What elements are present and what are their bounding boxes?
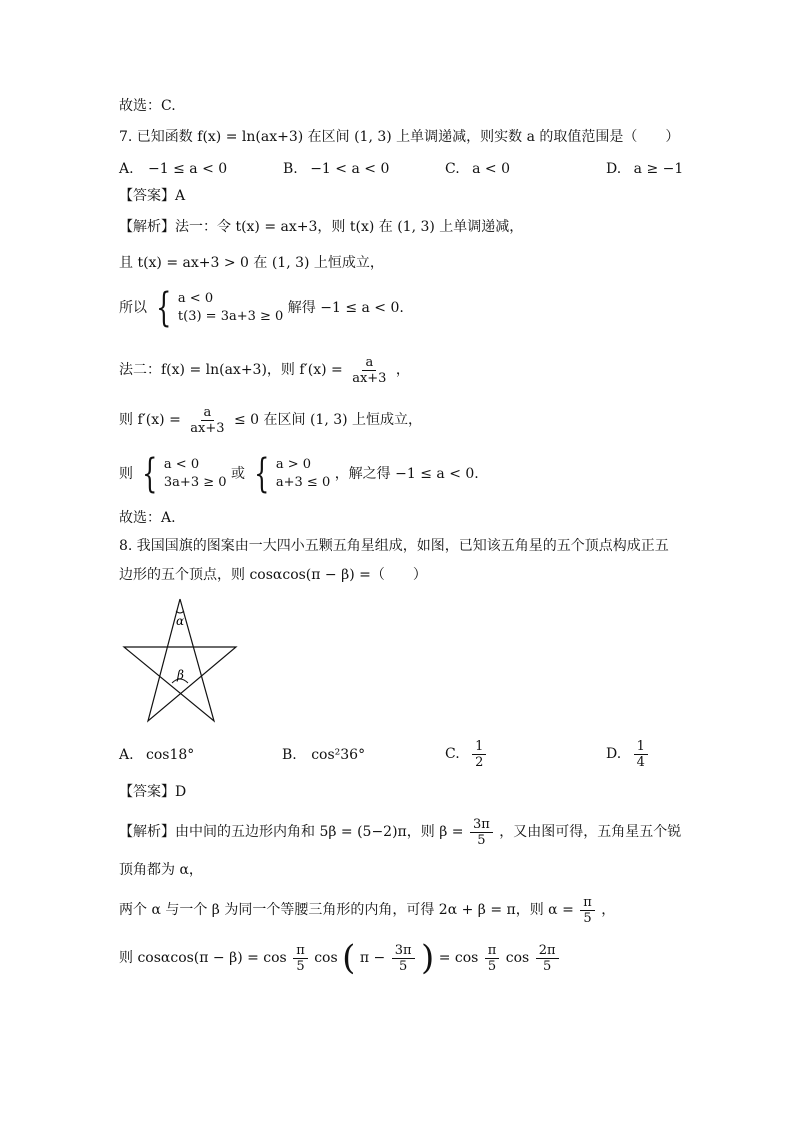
option-letter: C. [445,161,460,177]
option-text: −1 < a < 0 [310,161,390,177]
q8-option-c [445,736,488,772]
option-letter: D. [606,746,622,762]
text-prefix: 【解析】由中间的五边形内角和 5β = (5−2)π，则 β = [119,824,464,840]
denominator: 5 [487,958,497,974]
text-or: 或 [230,466,245,482]
option-text: cos18° [146,747,195,763]
numerator: 1 [634,739,648,755]
text-prefix: 两个 α 与一个 β 为同一个等腰三角形的内角，可得 2α + β = π，则 α = [119,902,574,918]
text-inner: π − [359,950,386,966]
q8-stem-line1: 8. 我国国旗的图案由一大四小五颗五角星组成，如图，已知该五角星的五个顶点构成正五 [119,538,669,554]
alpha-label: α [176,614,185,628]
text-suffix: ≤ 0 在区间 (1, 3) 上恒成立， [233,412,423,428]
option-letter: D. [606,161,622,177]
text-suffix: ，解之得 −1 ≤ a < 0. [334,466,479,482]
pentagram-figure [118,595,242,727]
q7-solution-intro: 【解析】法一：令 t(x) = ax+3，则 t(x) 在 (1, 3) 上单调递减， [119,219,524,235]
denominator: 5 [583,910,592,926]
q8-option-d [606,736,650,772]
option-text: a ≥ −1 [633,161,684,177]
text-prefix: 则 [119,466,133,482]
brace-glyph: { [142,451,158,497]
q7-option-a [119,159,227,179]
fraction [470,817,493,848]
brace-glyph: { [254,451,270,497]
option-letter: B. [282,747,297,763]
brace-glyph: { [156,285,172,331]
q7-option-d [606,159,683,179]
numerator: 1 [472,739,486,755]
text-prefix: 则 f′(x) = [119,412,181,428]
fraction [580,895,595,926]
denominator: 5 [477,832,486,848]
text-mid: cos [314,950,338,966]
numerator: 3π [470,817,493,833]
system-row: t(3) = 3a+3 ≥ 0 [177,309,284,324]
option-text: cos²36° [311,747,366,763]
beta-label: β [177,668,184,682]
numerator: 3π [392,943,415,959]
fraction [349,355,389,386]
system-row: a < 0 [177,291,214,306]
fraction [293,943,308,974]
fraction [392,943,415,974]
q7-answer: 【答案】A [119,188,186,204]
denominator: 4 [636,754,645,770]
q8-solution-line3 [119,890,615,930]
q7-conclusion: 故选：A. [119,510,176,526]
q7-option-c [445,159,510,179]
q7-solution-line2: 且 t(x) = ax+3 > 0 在 (1, 3) 上恒成立， [119,255,384,271]
q8-answer: 【答案】D [119,784,187,800]
q8-solution-line4 [119,938,561,978]
text-suffix: ，又由图可得，五角星五个锐 [499,824,682,840]
text-mid: cos [505,950,530,966]
q7-stem: 7. 已知函数 f(x) = ln(ax+3) 在区间 (1, 3) 上单调递减，则实数 a 的取值范围是（ ） [119,129,680,145]
text-suffix: ， [395,362,410,378]
equation-system [151,285,284,331]
option-letter: A. [119,747,134,763]
option-text: −1 ≤ a < 0 [148,161,228,177]
fraction [187,405,227,436]
text-prefix: 所以 [119,300,147,316]
prev-conclusion: 故选：C. [119,98,176,114]
denominator: 5 [296,958,305,974]
fraction [472,739,486,770]
option-text: a < 0 [472,161,511,177]
q7-option-b [283,159,389,179]
system-row: a > 0 [275,457,312,472]
numerator: a [362,355,376,371]
numerator: π [485,943,500,959]
q8-solution-line2: 顶角都为 α， [119,862,203,878]
text-suffix: 解得 −1 ≤ a < 0. [287,300,404,316]
denominator: 5 [542,958,552,974]
q8-option-a [119,745,194,765]
q7-method2-line2 [119,400,422,440]
numerator: π [580,895,595,911]
system-row: a < 0 [163,457,200,472]
text-prefix: 法二：f(x) = ln(ax+3)，则 f′(x) = [119,362,343,378]
text-mid: = cos [438,950,479,966]
denominator: 5 [398,958,408,974]
denominator: 2 [475,754,484,770]
q8-solution-line1 [119,812,681,852]
q8-option-b [282,745,365,765]
option-letter: B. [283,161,298,177]
numerator: a [201,405,215,421]
numerator: π [293,943,308,959]
fraction [634,739,648,770]
equation-system [137,451,227,497]
denominator: ax+3 [190,420,225,436]
q7-method2-line1 [119,350,410,390]
equation-system [249,451,331,497]
paren-open: ( [342,938,356,978]
option-letter: A. [119,161,134,177]
system-row: a+3 ≤ 0 [275,475,331,490]
system-row: 3a+3 ≥ 0 [163,475,227,490]
text-suffix: ， [601,902,616,918]
denominator: ax+3 [352,370,387,386]
paren-close: ) [420,938,435,978]
option-letter: C. [445,746,460,762]
q7-method2-line3 [119,451,479,497]
fraction [536,943,559,974]
q7-solution-line3 [119,285,404,331]
q8-stem-line2: 边形的五个顶点，则 cosαcos(π − β) =（ ） [119,567,427,583]
text-prefix: 则 cosαcos(π − β) = cos [119,950,287,966]
fraction [485,943,500,974]
numerator: 2π [536,943,559,959]
